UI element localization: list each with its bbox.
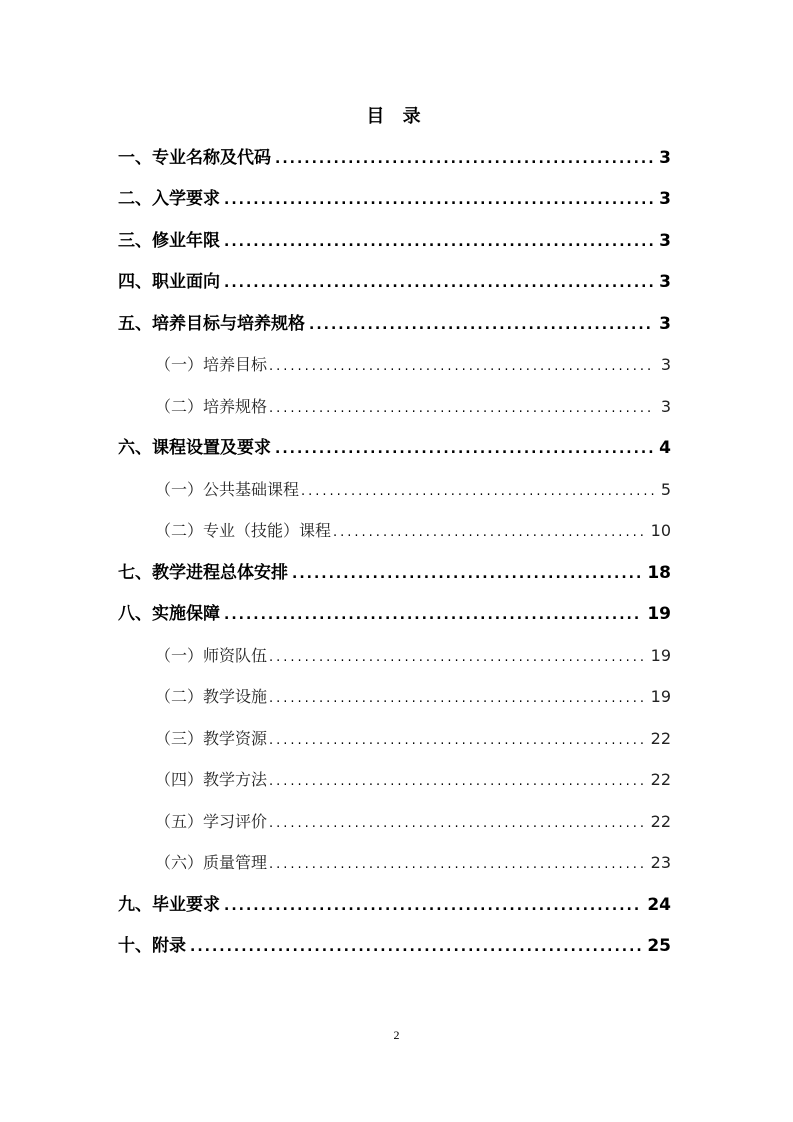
toc-leader-dots xyxy=(269,769,647,795)
toc-leader-dots xyxy=(269,728,647,754)
toc-leader-dots xyxy=(333,520,647,546)
toc-subentry[interactable] xyxy=(155,394,671,420)
toc-entry-page: 3 xyxy=(659,231,671,251)
toc-entry-page: 3 xyxy=(659,314,671,334)
toc-entry-label: 八、实施保障 xyxy=(118,604,220,624)
toc-subentry-page: 22 xyxy=(650,812,671,831)
toc-entry-page: 25 xyxy=(647,936,671,956)
toc-leader-dots xyxy=(309,312,653,338)
toc-subentry[interactable] xyxy=(155,809,671,835)
toc-entry-label: 二、入学要求 xyxy=(118,189,220,209)
toc-leader-dots xyxy=(224,602,641,628)
toc-entry-label: 十、附录 xyxy=(118,936,186,956)
toc-subentry-label: （二）教学设施 xyxy=(155,687,268,706)
toc-subentry[interactable] xyxy=(155,850,671,876)
toc-leader-dots xyxy=(275,436,653,462)
toc-entry-label: 六、课程设置及要求 xyxy=(118,438,271,458)
toc-subentry-page: 10 xyxy=(650,521,671,540)
toc-entry-page: 3 xyxy=(659,272,671,292)
toc-entry[interactable] xyxy=(118,560,671,586)
toc-subentry-page: 5 xyxy=(660,480,671,499)
toc-subentry-page: 19 xyxy=(650,646,671,665)
toc-subentry-label: （二）培养规格 xyxy=(155,397,268,416)
toc-entry-label: 九、毕业要求 xyxy=(118,895,220,915)
toc-subentry-page: 23 xyxy=(650,853,671,872)
toc-subentry[interactable] xyxy=(155,726,671,752)
toc-leader-dots xyxy=(269,396,655,422)
toc-entry-page: 19 xyxy=(647,604,671,624)
toc-subentry[interactable] xyxy=(155,767,671,793)
toc-subentry-page: 22 xyxy=(650,729,671,748)
toc-title: 目 录 xyxy=(366,106,427,127)
toc-entry-label: 三、修业年限 xyxy=(118,231,220,251)
toc-leader-dots xyxy=(269,645,647,671)
toc-entry[interactable] xyxy=(118,269,671,295)
toc-subentry-label: （四）教学方法 xyxy=(155,770,268,789)
toc-subentry[interactable] xyxy=(155,684,671,710)
toc-leader-dots xyxy=(224,893,641,919)
toc-subentry-page: 19 xyxy=(650,687,671,706)
toc-entry[interactable] xyxy=(118,228,671,254)
toc-leader-dots xyxy=(269,354,655,380)
toc-entry-page: 24 xyxy=(647,895,671,915)
toc-entry[interactable] xyxy=(118,311,671,337)
toc-subentry-label: （五）学习评价 xyxy=(155,812,268,831)
toc-entry[interactable] xyxy=(118,186,671,212)
toc-leader-dots xyxy=(269,852,647,878)
toc-entry-page: 4 xyxy=(659,438,671,458)
toc-subentry-label: （一）师资队伍 xyxy=(155,646,268,665)
toc-entry[interactable] xyxy=(118,145,671,171)
toc-subentry-page: 22 xyxy=(650,770,671,789)
toc-subentry[interactable] xyxy=(155,477,671,503)
toc-subentry[interactable] xyxy=(155,518,671,544)
toc-leader-dots xyxy=(269,811,647,837)
toc-entry-page: 18 xyxy=(647,563,671,583)
toc-entry[interactable] xyxy=(118,892,671,918)
toc-entry-page: 3 xyxy=(659,148,671,168)
toc-leader-dots xyxy=(190,934,641,960)
toc-entry-label: 一、专业名称及代码 xyxy=(118,148,271,168)
page-number: 2 xyxy=(393,1028,400,1042)
toc-leader-dots xyxy=(269,686,647,712)
toc-entry-label: 五、培养目标与培养规格 xyxy=(118,314,305,334)
toc-entry-label: 七、教学进程总体安排 xyxy=(118,563,288,583)
toc-leader-dots xyxy=(224,229,653,255)
toc-entry-label: 四、职业面向 xyxy=(118,272,220,292)
toc-leader-dots xyxy=(292,561,641,587)
toc-entry[interactable] xyxy=(118,435,671,461)
toc-subentry[interactable] xyxy=(155,643,671,669)
toc-leader-dots xyxy=(224,270,653,296)
toc-entry[interactable] xyxy=(118,933,671,959)
toc-subentry-label: （一）公共基础课程 xyxy=(155,480,300,499)
toc-leader-dots xyxy=(301,479,655,505)
toc-entry[interactable] xyxy=(118,601,671,627)
toc-subentry-label: （二）专业（技能）课程 xyxy=(155,521,332,540)
toc-subentry-label: （六）质量管理 xyxy=(155,853,268,872)
toc-subentry-page: 3 xyxy=(660,355,671,374)
toc-subentry-page: 3 xyxy=(660,397,671,416)
toc-leader-dots xyxy=(275,146,653,172)
toc-subentry-label: （一）培养目标 xyxy=(155,355,268,374)
toc-subentry-label: （三）教学资源 xyxy=(155,729,268,748)
toc-leader-dots xyxy=(224,187,653,213)
toc-subentry[interactable] xyxy=(155,352,671,378)
toc-entry-page: 3 xyxy=(659,189,671,209)
